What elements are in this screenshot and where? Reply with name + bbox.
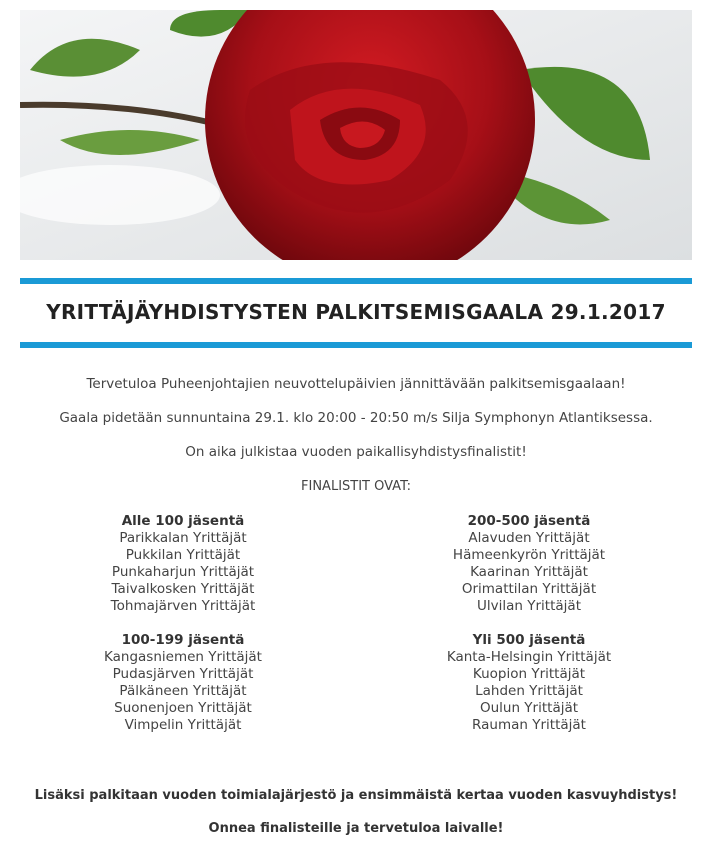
list-item: Kanta-Helsingin Yrittäjät bbox=[446, 649, 612, 665]
list-item: Taivalkosken Yrittäjät bbox=[111, 581, 255, 597]
finalist-group-100-199 bbox=[53, 632, 313, 734]
top-divider bbox=[20, 278, 692, 284]
group-title: 200-500 jäsentä bbox=[467, 513, 591, 529]
finalist-group-200-500 bbox=[399, 513, 659, 615]
list-item: Parikkalan Yrittäjät bbox=[119, 530, 247, 546]
list-item: Pälkäneen Yrittäjät bbox=[119, 683, 247, 699]
list-item: Punkaharjun Yrittäjät bbox=[111, 564, 255, 580]
list-item: Orimattilan Yrittäjät bbox=[461, 581, 597, 597]
list-item: Oulun Yrittäjät bbox=[479, 700, 579, 716]
list-item: Rauman Yrittäjät bbox=[472, 717, 586, 733]
list-item: Kuopion Yrittäjät bbox=[472, 666, 586, 682]
group-title: 100-199 jäsentä bbox=[121, 632, 245, 648]
closing-text: Lisäksi palkitaan vuoden toimialajärjestö ja ensimmäistä kertaa vuoden kasvuyhdistys! bbox=[34, 788, 678, 803]
list-item: Kaarinan Yrittäjät bbox=[470, 564, 588, 580]
list-item: Lahden Yrittäjät bbox=[475, 683, 583, 699]
group-title: Alle 100 jäsentä bbox=[121, 513, 245, 529]
list-item: Hämeenkyrön Yrittäjät bbox=[452, 547, 606, 563]
welcome-text: Tervetuloa Puheenjohtajien neuvottelupäivien jännittävään palkitsemisgaalaan! bbox=[86, 376, 626, 392]
list-item: Tohmajärven Yrittäjät bbox=[110, 598, 256, 614]
bottom-divider bbox=[20, 342, 692, 348]
time-place-text: Gaala pidetään sunnuntaina 29.1. klo 20:00 - 20:50 m/s Silja Symphonyn Atlantiksessa. bbox=[59, 410, 653, 426]
list-item: Ulvilan Yrittäjät bbox=[477, 598, 581, 614]
finalist-group-under-100 bbox=[53, 513, 313, 615]
hero-rose-image bbox=[20, 10, 692, 260]
list-item: Vimpelin Yrittäjät bbox=[124, 717, 242, 733]
list-item: Kangasniemen Yrittäjät bbox=[104, 649, 262, 665]
page-title: YRITTÄJÄYHDISTYSTEN PALKITSEMISGAALA 29.1.2017 bbox=[46, 300, 666, 324]
list-item: Pudasjärven Yrittäjät bbox=[112, 666, 254, 682]
list-item: Alavuden Yrittäjät bbox=[468, 530, 590, 546]
finalist-group-over-500 bbox=[399, 632, 659, 734]
list-item: Suonenjoen Yrittäjät bbox=[114, 700, 252, 716]
finalists-heading: FINALISTIT OVAT: bbox=[301, 479, 411, 494]
announce-text: On aika julkistaa vuoden paikallisyhdistysfinalistit! bbox=[185, 444, 527, 460]
congrats-text: Onnea finalisteille ja tervetuloa laivalle! bbox=[208, 821, 504, 836]
list-item: Pukkilan Yrittäjät bbox=[125, 547, 241, 563]
group-title: Yli 500 jäsentä bbox=[472, 632, 586, 648]
